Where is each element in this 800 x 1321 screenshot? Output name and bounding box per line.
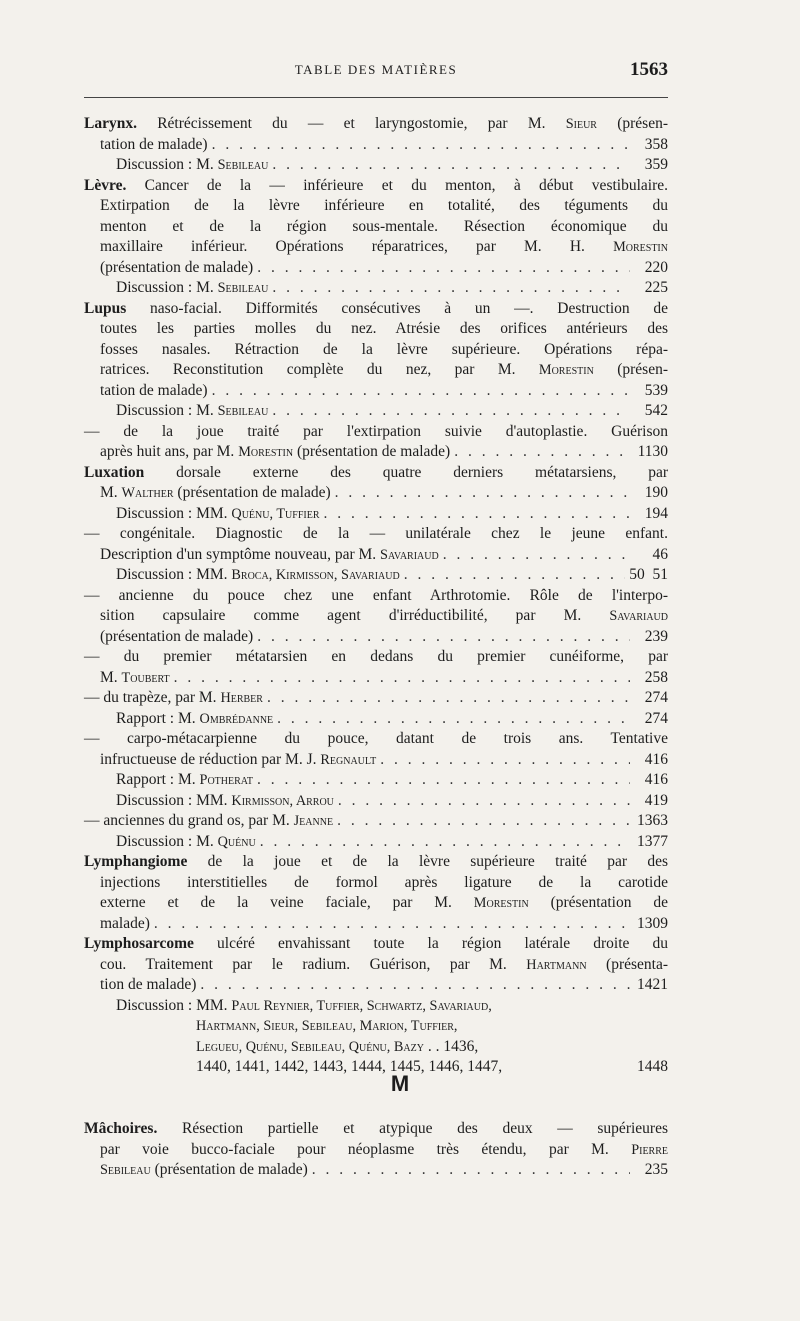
index-line: M. Toubert . . . 258 <box>84 668 668 689</box>
index-line: malade) . . . 1309 <box>84 914 668 935</box>
page-ref: 1130 <box>637 443 668 460</box>
page-ref: 542 <box>644 402 668 419</box>
index-line: Extirpation de la lèvre inférieure en totalité, des téguments du <box>100 197 668 214</box>
page-number: 1563 <box>630 59 668 80</box>
page-ref: 220 <box>644 258 668 276</box>
index-line: — ancienne du pouce chez une enfant Arthrotomie. Rôle de l'interpo- <box>84 586 668 604</box>
index-line: tion de malade) . . . 1421 <box>84 975 668 996</box>
section-letter: M <box>390 1071 410 1096</box>
index-line: Mâchoires. Résection partielle et atypique des deux — supérieures <box>84 1120 668 1137</box>
page-ref: 539 <box>644 381 668 399</box>
page-ref: 1377 <box>637 832 668 850</box>
page-ref: 416 <box>644 771 668 788</box>
page-ref: 50 51 <box>629 566 668 583</box>
index-line: Lèvre. Cancer de la — inférieure et du menton, à début vestibulaire. <box>84 176 668 194</box>
index-line: Discussion : MM. Paul Reynier, Tuffier, Schwartz, Savariaud, <box>116 996 492 1014</box>
running-header <box>84 60 668 86</box>
index-line: Discussion : MM. Broca, Kirmisson, Savariaud . . . 50 51 <box>84 565 668 586</box>
index-line: Lupus naso-facial. Difformités consécutives à un —. Destruction de <box>84 299 668 317</box>
index-entries-m <box>84 1119 668 1181</box>
page-ref: 358 <box>644 135 668 153</box>
index-line: Discussion : M. Sebileau . . . 225 <box>84 278 668 299</box>
page-ref: 274 <box>644 709 668 727</box>
index-line: Discussion : M. Sebileau . . . 542 <box>84 401 668 422</box>
index-line: fosses nasales. Rétraction de la lèvre supérieure. Opérations répa- <box>100 340 668 358</box>
index-line: toutes les parties molles du nez. Atrésie des orifices antérieurs des <box>100 320 668 337</box>
index-line: Discussion : MM. Quénu, Tuffier . . . 194 <box>84 504 668 525</box>
index-line: Sebileau (présentation de malade) . . . 235 <box>84 1160 668 1181</box>
index-line: — du premier métatarsien en dedans du premier cunéiforme, par <box>84 648 668 665</box>
index-line: Rapport : M. Ombrédanne . . . 274 <box>84 709 668 730</box>
page-ref: 419 <box>644 791 668 809</box>
index-line: maxillaire inférieur. Opérations réparatrices, par M. H. Morestin <box>100 238 668 255</box>
page-ref: 190 <box>644 484 668 501</box>
index-line: Legueu, Quénu, Sebileau, Quénu, Bazy . . 1436, <box>196 1037 479 1055</box>
running-title: TABLE DES MATIÈRES <box>294 62 458 77</box>
index-line: — du trapèze, par M. Herber . . . 274 <box>84 688 668 709</box>
index-line: Larynx. Rétrécissement du — et laryngostomie, par M. Sieur (présen- <box>84 115 668 132</box>
index-line: ratrices. Reconstitution complète du nez, par M. Morestin (présen- <box>100 361 668 378</box>
index-line: 1440, 1441, 1442, 1443, 1444, 1445, 1446, 1447, 1448 <box>84 1057 668 1078</box>
index-line: infructueuse de réduction par M. J. Regnault . . . 416 <box>84 750 668 771</box>
page-ref: 235 <box>644 1161 668 1178</box>
index-line: sition capsulaire comme agent d'irréductibilité, par M. Savariaud <box>100 607 668 624</box>
index-line: externe et de la veine faciale, par M. Morestin (présentation de <box>100 894 668 911</box>
header-rule <box>84 97 668 98</box>
index-line: Discussion : M. Quénu . . . 1377 <box>84 832 668 853</box>
index-line: — de la joue traité par l'extirpation suivie d'autoplastie. Guérison <box>84 422 668 440</box>
page-ref: 194 <box>644 504 668 522</box>
index-line: Lymphosarcome ulcéré envahissant toute la région latérale droite du <box>84 935 668 952</box>
index-line: M. Walther (présentation de malade) . . . 190 <box>84 483 668 504</box>
index-line: menton et de la région sous-mentale. Résection économique du <box>100 217 668 235</box>
page-ref: 359 <box>644 156 668 173</box>
index-line: tation de malade) . . . 358 <box>84 135 668 156</box>
index-line: Discussion : MM. Kirmisson, Arrou . . . 419 <box>84 791 668 812</box>
index-line: Lymphangiome de la joue et de la lèvre supérieure traité par des <box>84 853 668 870</box>
index-entries <box>84 114 668 1078</box>
index-line: après huit ans, par M. Morestin (présentation de malade) . . . 1130 <box>84 442 668 463</box>
index-line: injections interstitielles de formol après ligature de la carotide <box>100 873 668 891</box>
index-line: Luxation dorsale externe des quatre derniers métatarsiens, par <box>84 463 668 481</box>
page-ref: 1421 <box>637 976 668 993</box>
index-line: — congénitale. Diagnostic de la — unilatérale chez le jeune enfant. <box>84 525 668 542</box>
page-ref: 225 <box>644 279 668 296</box>
page-ref: 46 <box>652 545 668 563</box>
page-ref: 1309 <box>637 914 668 932</box>
index-line: par voie bucco-faciale pour néoplasme très étendu, par M. Pierre <box>100 1140 668 1158</box>
index-line: Discussion : M. Sebileau . . . 359 <box>84 155 668 176</box>
index-line: Hartmann, Sieur, Sebileau, Marion, Tuffier, <box>196 1018 458 1034</box>
index-line: cou. Traitement par le radium. Guérison, par M. Hartmann (présenta- <box>100 955 669 973</box>
page-ref: 416 <box>644 750 668 768</box>
index-line: — carpo-métacarpienne du pouce, datant de trois ans. Tentative <box>84 730 668 747</box>
index-line: (présentation de malade) . . . 220 <box>84 258 668 279</box>
page-ref: 274 <box>644 689 668 706</box>
page-ref: 1363 <box>637 812 668 829</box>
index-line: Rapport : M. Potherat . . . 416 <box>84 770 668 791</box>
page-ref: 1448 <box>637 1058 668 1075</box>
index-line: (présentation de malade) . . . 239 <box>84 627 668 648</box>
page-ref: 258 <box>644 668 668 686</box>
index-line: Description d'un symptôme nouveau, par M. Savariaud . . . 46 <box>84 545 668 566</box>
index-line: — anciennes du grand os, par M. Jeanne . . . 1363 <box>84 811 668 832</box>
index-line: tation de malade) . . . 539 <box>84 381 668 402</box>
page-ref: 239 <box>644 627 668 645</box>
